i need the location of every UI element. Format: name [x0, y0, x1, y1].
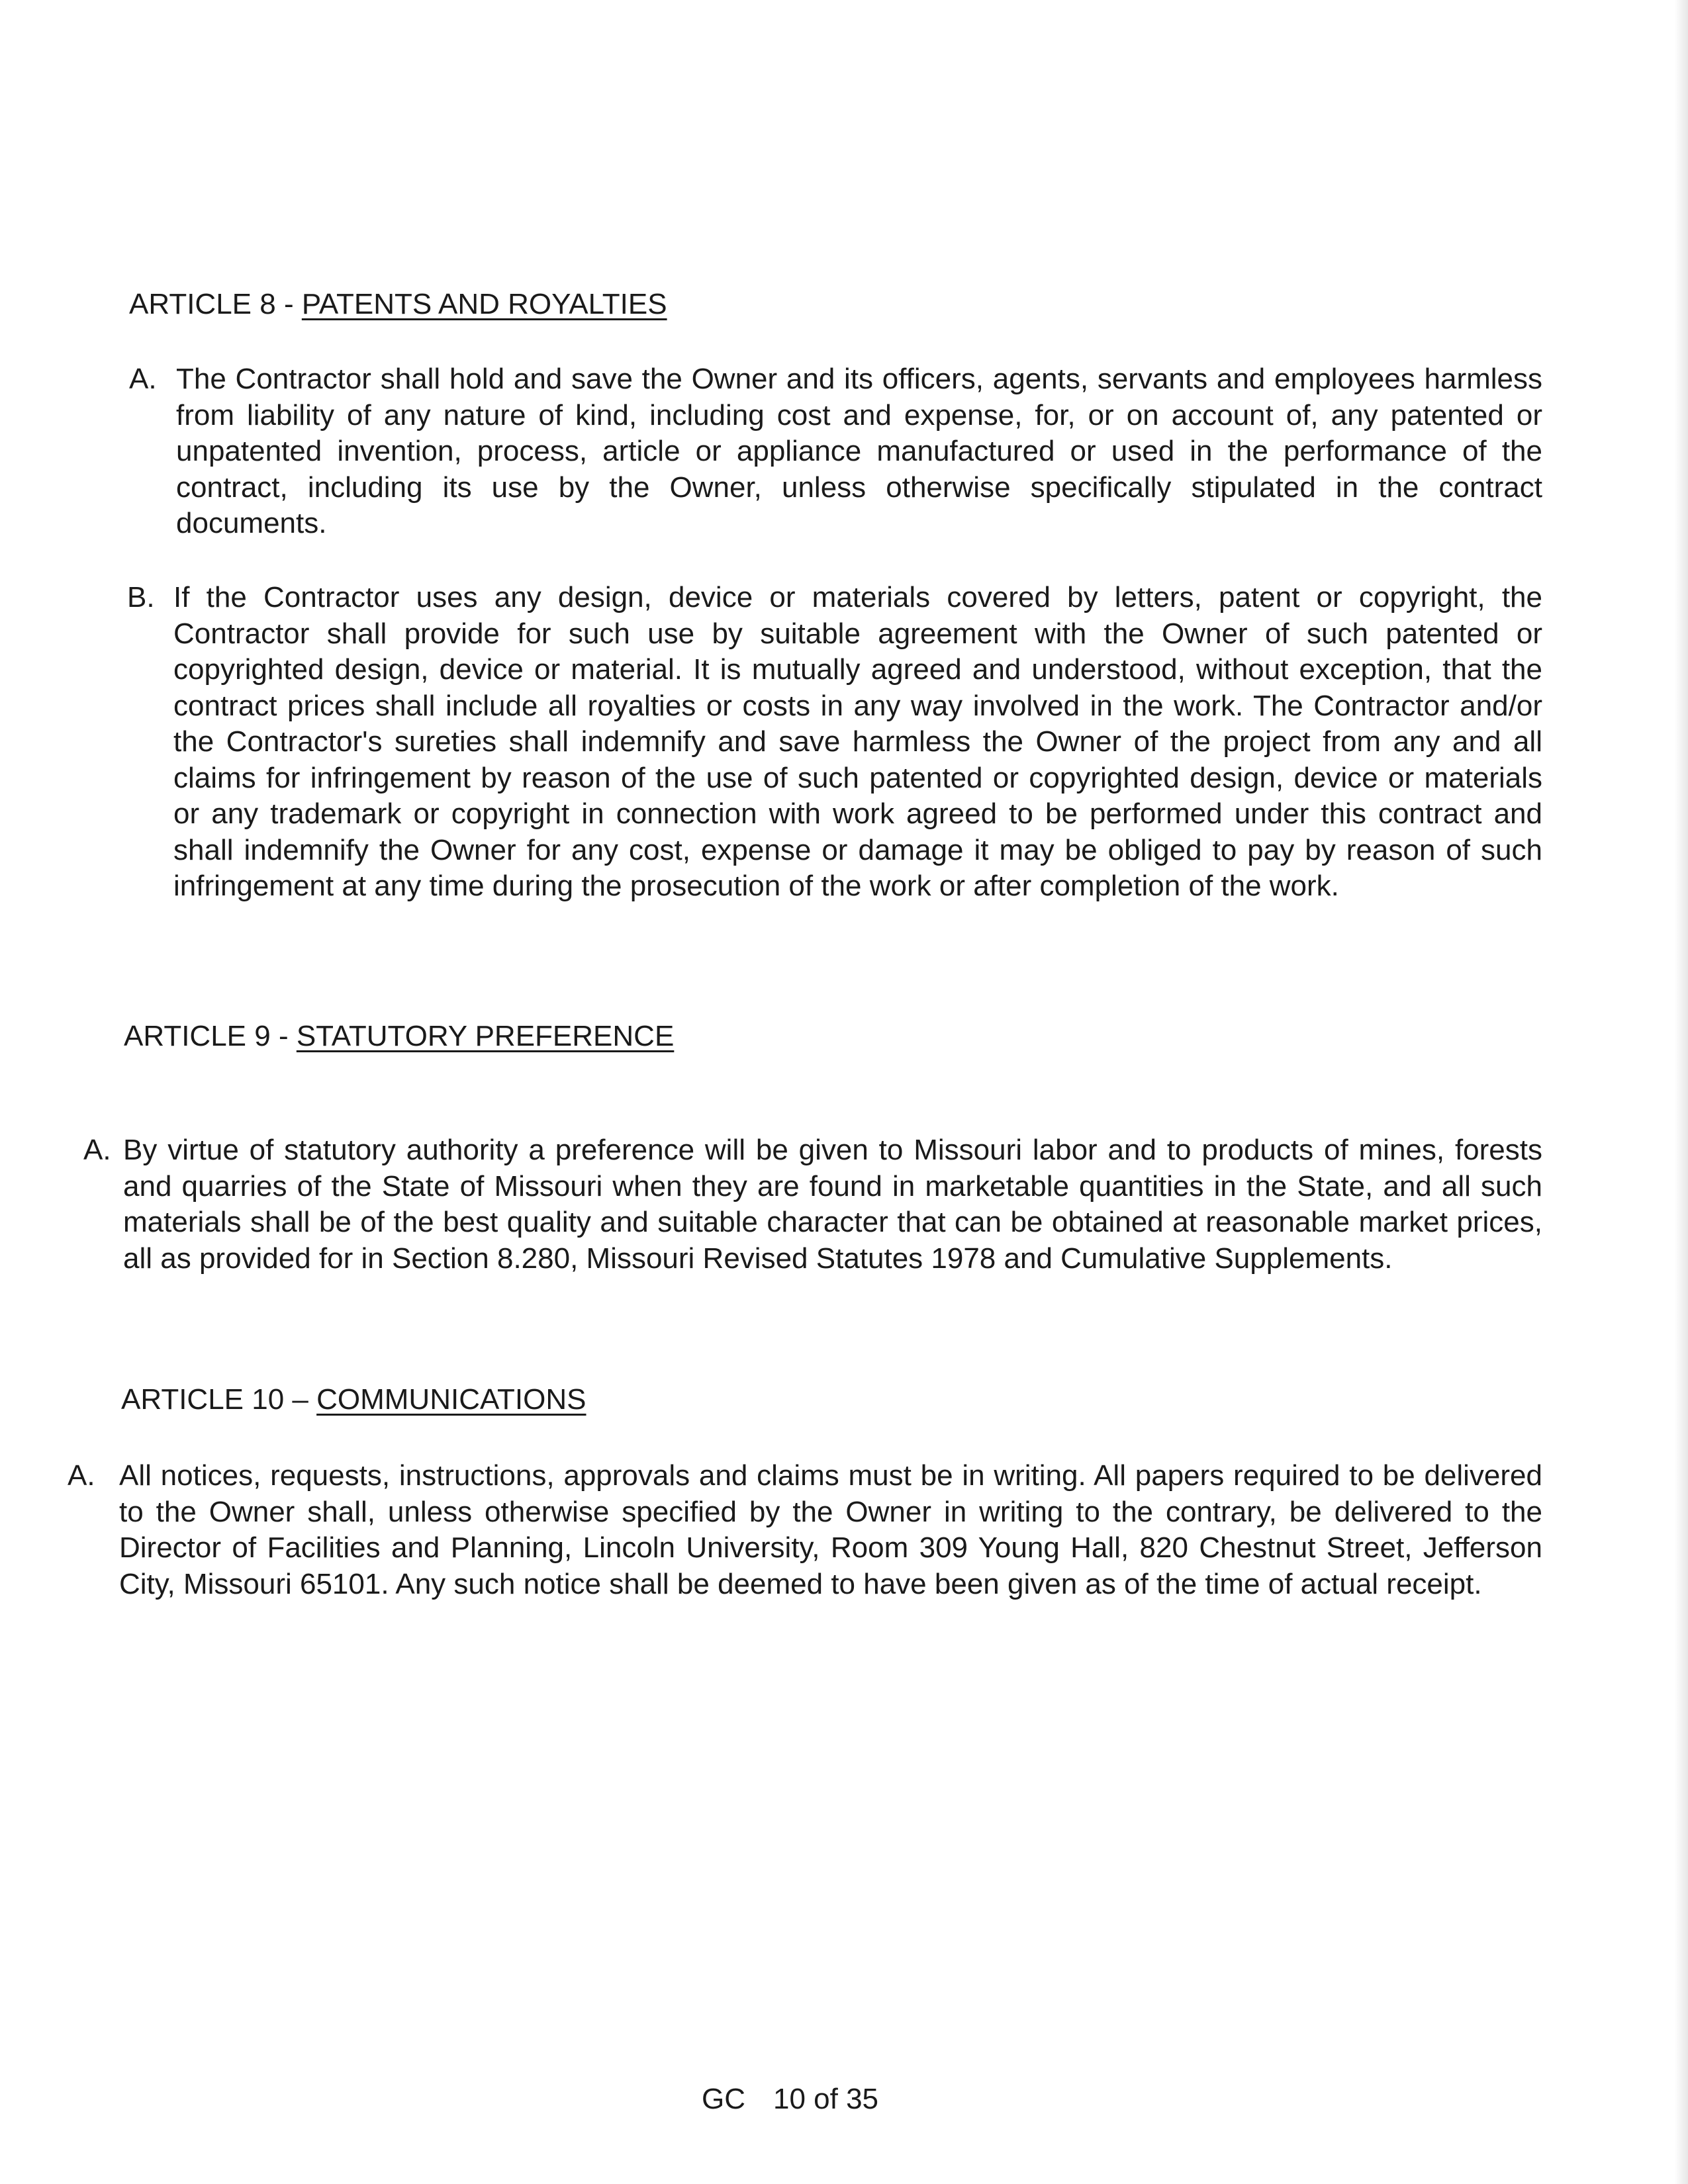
- article-8-item-a-text: The Contractor shall hold and save the Owner and its officers, agents, servants and employees harmless from liability of any nature of kind, including cost and expense, for, or on account of, any patented or unpatented invention, process, article or appliance manufactured or used in the performance of the contract, including its use by the Owner, unless otherwise specifically stipulated in the contract documents.: [176, 363, 1542, 539]
- article-9-item-a-label: A.: [83, 1134, 111, 1166]
- article-9-prefix: ARTICLE 9 -: [124, 1020, 297, 1052]
- article-10-prefix: ARTICLE 10 –: [121, 1383, 317, 1416]
- article-8-item-b-label: B.: [127, 581, 155, 614]
- article-8-item-a-label: A.: [129, 363, 157, 395]
- article-9-item-a-text: [123, 1132, 1542, 1277]
- article-8-prefix: ARTICLE 8 -: [129, 288, 302, 320]
- footer-page-number: 10 of 35: [773, 2083, 879, 2115]
- article-8-item-b-text: If the Contractor uses any design, device or materials covered by letters, patent or copyright, the Contractor shall provide for such use by suitable agreement with the Owner of such patented or copyrighted design, device or material. It is mutually agreed and understood, without exception, that the contract prices shall include all royalties or costs in any way involved in the work. The Contractor and/or the Contractor's sureties shall indemnify and save harmless the Owner of the project from any and all claims for infringement by reason of the use of such patented or copyrighted design, device or materials or any trademark or copyright in connection with work agreed to be performed under this contract and shall indemnify the Owner for any cost, expense or damage it may be obliged to pay by reason of such infringement at any time during the prosecution of the work or after completion of the work.: [173, 581, 1542, 902]
- article-10-item-a-text: All notices, requests, instructions, approvals and claims must be in writing. All papers required to be delivered to the Owner shall, unless otherwise specified by the Owner in writing to the contrary, be delivered to the Director of Facilities and Planning, Lincoln University, Room 309 Young Hall, 820 Chestnut Street, Jefferson City, Missouri 65101. Any such notice shall be deemed to have been given as of the time of actual receipt.: [119, 1459, 1542, 1600]
- article-9-item-a-body: By virtue of statutory authority a preference will be given to Missouri labor and to products of mines, forests and quarries of the State of Missouri when they are found in marketable quantities in the State, and all such materials shall be of the best quality and suitable character that can be obtained at reasonable market prices, all as provided for in Section 8.280, Missouri Revised Statutes 1978 and Cumulative Supplements.: [123, 1134, 1542, 1275]
- article-9-title: STATUTORY PREFERENCE: [296, 1020, 675, 1052]
- article-10-title: COMMUNICATIONS: [316, 1383, 586, 1416]
- article-8-title: PATENTS AND ROYALTIES: [301, 288, 667, 320]
- page-footer: [702, 2082, 878, 2116]
- article-8-heading: [129, 287, 667, 322]
- article-9-heading: [124, 1019, 674, 1054]
- article-10-item-a-label: A.: [68, 1459, 95, 1492]
- article-10-heading: [121, 1383, 586, 1417]
- footer-section: GC: [702, 2083, 745, 2115]
- scan-edge-shadow: [1675, 0, 1688, 2184]
